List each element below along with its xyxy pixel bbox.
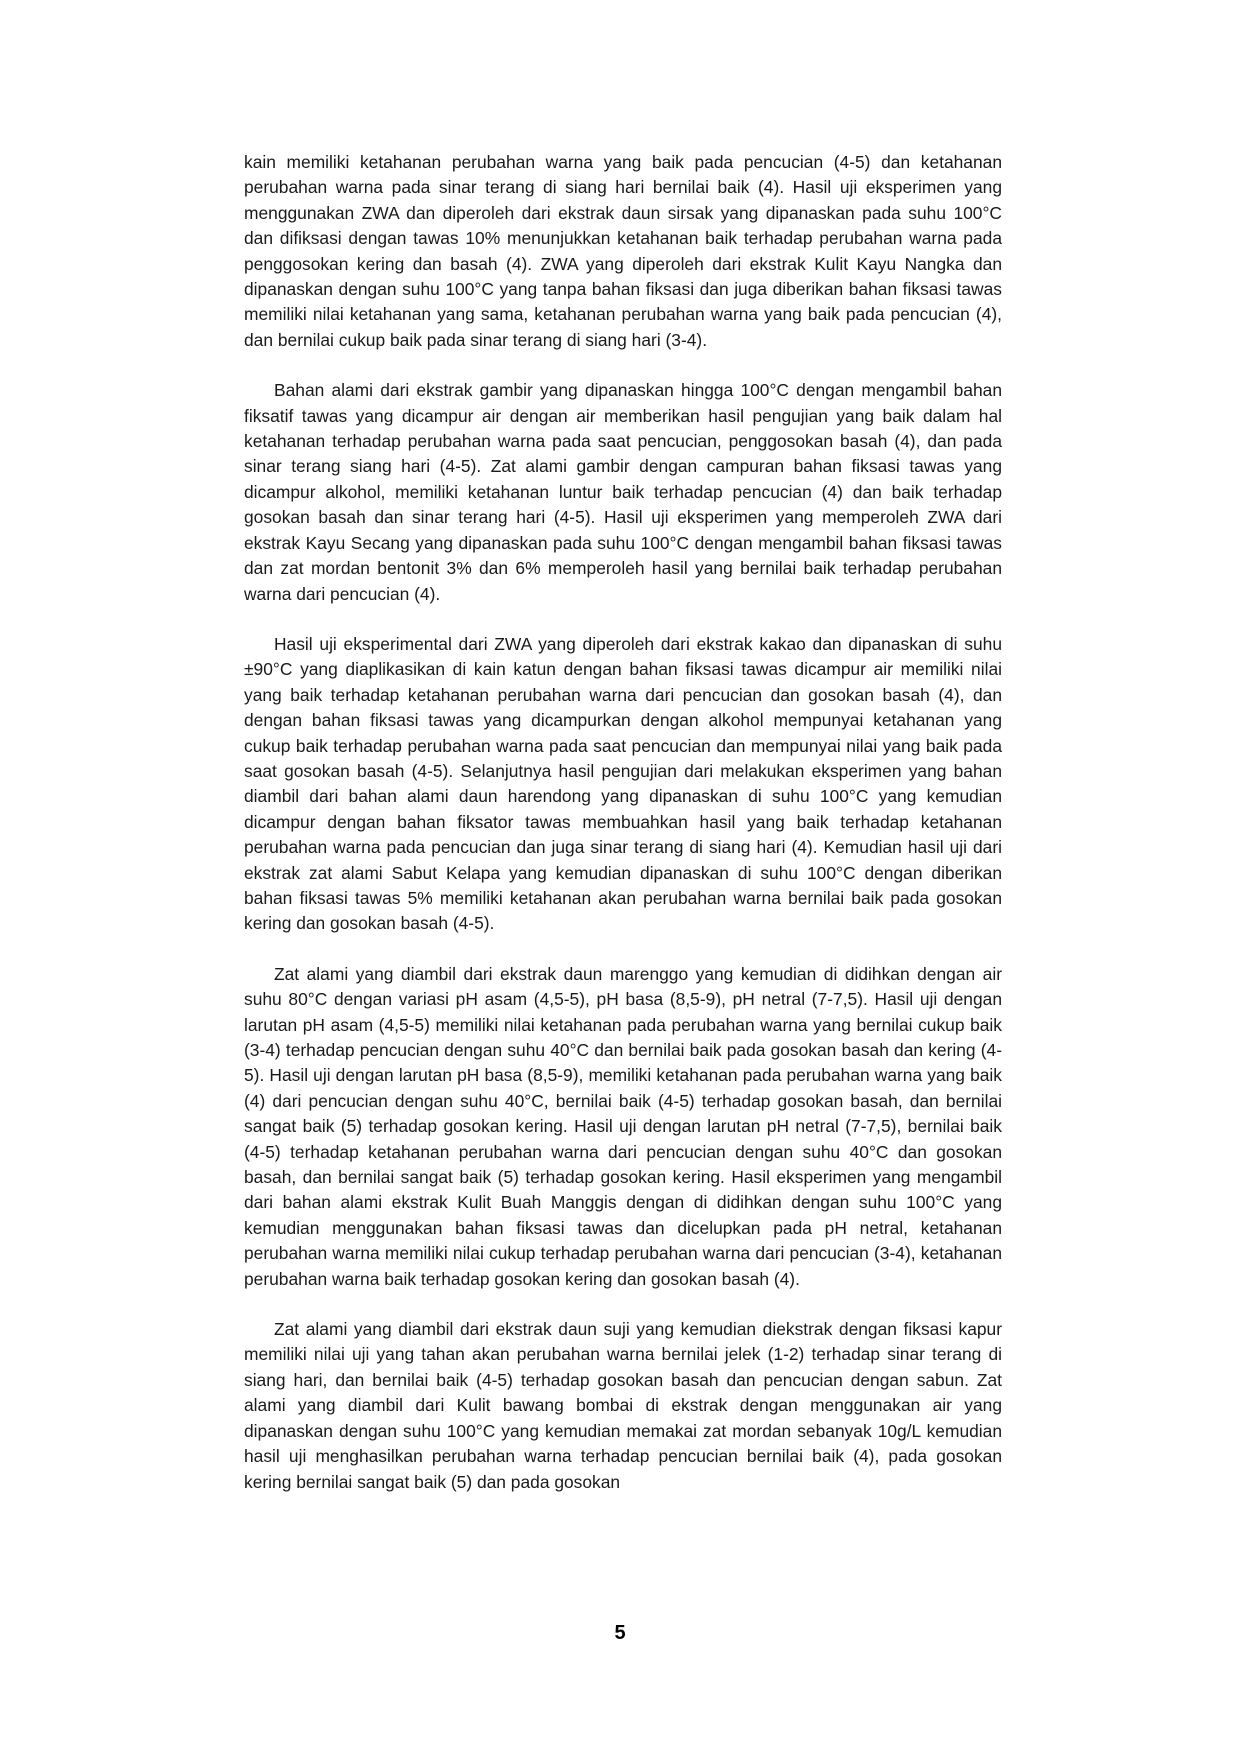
page-number: 5 (614, 1622, 626, 1644)
paragraph-kakao: Hasil uji eksperimental dari ZWA yang diperoleh dari ekstrak kakao dan dipanaskan di suhu ±90°C yang diaplikasikan di kain katun dengan bahan fiksasi tawas dicampur air memiliki nilai yang baik terhadap ketahanan perubahan warna dari pencucian dan gosokan basah (4), dan dengan bahan fiksasi tawas yang dicampurkan dengan alkohol mempunyai ketahanan yang cukup baik terhadap perubahan warna pada saat pencucian dan mempunyai nilai yang baik pada saat gosokan basah (4-5). Selanjutnya hasil pengujian dari melakukan eksperimen yang bahan diambil dari bahan alami daun harendong yang dipanaskan di suhu 100°C yang kemudian dicampur dengan bahan fiksator tawas membuahkan hasil yang baik terhadap ketahanan perubahan warna pada pencucian dan juga sinar terang di siang hari (4). Kemudian hasil uji dari ekstrak zat alami Sabut Kelapa yang kemudian dipanaskan di suhu 100°C dengan diberikan bahan fiksasi tawas 5% memiliki ketahanan akan perubahan warna bernilai baik pada gosokan kering dan gosokan basah (4-5). (244, 633, 1002, 934)
paragraph-marenggo: Zat alami yang diambil dari ekstrak daun marenggo yang kemudian di didihkan dengan air suhu 80°C dengan variasi pH asam (4,5-5), pH basa (8,5-9), pH netral (7-7,5). Hasil uji dengan larutan pH asam (4,5-5) memiliki nilai ketahanan pada perubahan warna yang bernilai cukup baik (3-4) terhadap pencucian dengan suhu 40°C dan bernilai baik pada gosokan basah dan kering (4-5). Hasil uji dengan larutan pH basa (8,5-9), memiliki ketahanan pada perubahan warna yang baik (4) dari pencucian dengan suhu 40°C, bernilai baik (4-5) terhadap gosokan basah, dan bernilai sangat baik (5) terhadap gosokan kering. Hasil uji dengan larutan pH netral (7-7,5), bernilai baik (4-5) terhadap ketahanan perubahan warna dari pencucian dengan suhu 40°C dan gosokan basah, dan bernilai sangat baik (5) terhadap gosokan kering. Hasil eksperimen yang mengambil dari bahan alami ekstrak Kulit Buah Manggis dengan di didihkan dengan suhu 100°C yang kemudian menggunakan bahan fiksasi tawas dan dicelupkan pada pH netral, ketahanan perubahan warna memiliki nilai cukup terhadap perubahan warna dari pencucian (3-4), ketahanan perubahan warna baik terhadap gosokan kering dan gosokan basah (4). (244, 963, 1002, 1289)
paragraph-daun-suji: Zat alami yang diambil dari ekstrak daun suji yang kemudian diekstrak dengan fiksasi kapur memiliki nilai uji yang tahan akan perubahan warna bernilai jelek (1-2) terhadap sinar terang di siang hari, dan bernilai baik (4-5) terhadap gosokan basah dan pencucian dengan sabun. Zat alami yang diambil dari Kulit bawang bombai di ekstrak dengan menggunakan air yang dipanaskan dengan suhu 100°C yang kemudian memakai zat mordan sebanyak 10g/L kemudian hasil uji menghasilkan perubahan warna terhadap pencucian bernilai baik (4), pada gosokan kering bernilai sangat baik (5) dan pada gosokan (244, 1319, 1002, 1492)
paragraph-continuation: kain memiliki ketahanan perubahan warna yang baik pada pencucian (4-5) dan ketahanan perubahan warna pada sinar terang di siang hari bernilai baik (4). Hasil uji eksperimen yang menggunakan ZWA dan diperoleh dari ekstrak daun sirsak yang dipanaskan pada suhu 100°C dan difiksasi dengan tawas 10% menunjukkan ketahanan baik terhadap perubahan warna pada penggosokan kering dan basah (4). ZWA yang diperoleh dari ekstrak Kulit Kayu Nangka dan dipanaskan dengan suhu 100°C yang tanpa bahan fiksasi dan juga diberikan bahan fiksasi tawas memiliki nilai ketahanan yang sama, ketahanan perubahan warna yang baik pada pencucian (4), dan bernilai cukup baik pada sinar terang di siang hari (3-4). (244, 152, 1002, 350)
body-text (244, 150, 1002, 1520)
paragraph-gambir: Bahan alami dari ekstrak gambir yang dipanaskan hingga 100°C dengan mengambil bahan fiksatif tawas yang dicampur air dengan air memberikan hasil pengujian yang baik dalam hal ketahanan terhadap perubahan warna pada saat pencucian, penggosokan basah (4), dan pada sinar terang siang hari (4-5). Zat alami gambir dengan campuran bahan fiksasi tawas yang dicampur alkohol, memiliki ketahanan luntur baik terhadap pencucian (4) dan baik terhadap gosokan basah dan sinar terang hari (4-5). Hasil uji eksperimen yang memperoleh ZWA dari ekstrak Kayu Secang yang dipanaskan pada suhu 100°C dengan mengambil bahan fiksasi tawas dan zat mordan bentonit 3% dan 6% memperoleh hasil yang bernilai baik terhadap perubahan warna dari pencucian (4). (244, 380, 1002, 604)
